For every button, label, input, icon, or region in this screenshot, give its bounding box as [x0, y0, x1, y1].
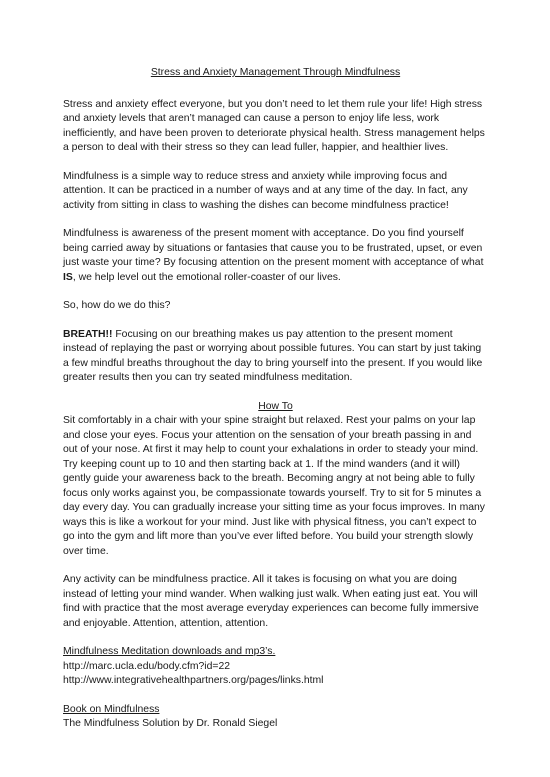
download-link[interactable]: http://www.integrativehealthpartners.org/pages/links.html [63, 675, 324, 686]
howto-heading: How To [258, 400, 293, 412]
question-paragraph: So, how do we do this? [63, 300, 171, 311]
document-title: Stress and Anxiety Management Through Mindfulness [150, 67, 401, 78]
breath-paragraph [63, 328, 488, 386]
activity-paragraph: Any activity can be mindfulness practice. All it takes is focusing on what you are doing instead of letting your mind wander. When walking just walk. When eating just eat. You will find with practice that the most average everyday experiences can become fully immersive and enjoyable. Attention, attention, attention. [63, 574, 479, 629]
awareness-bold: IS [63, 271, 73, 283]
awareness-text-after: , we help level out the emotional roller-coaster of our lives. [72, 271, 341, 283]
downloads-heading: Mindfulness Meditation downloads and mp3’s. [63, 646, 276, 657]
breath-text: Focusing on our breathing makes us pay attention to the present moment instead of replaying the past or worrying about possible futures. You can start by just taking a few mindful breaths throughout the day to bring yourself into the present. If you would like greater results then you can try seated mindfulness meditation. [63, 328, 483, 383]
intro-paragraph: Stress and anxiety effect everyone, but you don’t need to let them rule your life! High stress and anxiety levels that aren’t managed can cause a person to enjoy life less, work inefficiently, and have been proven to deteriorate physical health. Stress management helps a person to deal with their stress so they can lead fuller, happier, and healthier lives. [63, 98, 485, 153]
book-title: The Mindfulness Solution by Dr. Ronald Siegel [63, 718, 278, 729]
howto-paragraph: Sit comfortably in a chair with your spine straight but relaxed. Rest your palms on your lap and close your eyes. Focus your attention on the sensation of your breath passing in and out of your nose. At first it may help to count your exhalations in order to steady your mind. Try keeping count up to 10 and then starting back at 1. If the mind wanders (and it will) gently guide your awareness back to the breath. Becoming angry at not being able to fully focus only works against you, be compassionate towards yourself. Try to sit for 5 minutes a day every day. You can gradually increase your sitting time as your focus improves. In many ways this is like a workout for your mind. Just like with physical fitness, you can’t expect to go into the gym and lift more than you’ve ever lifted before. You build your strength slowly over time. [63, 415, 485, 557]
awareness-paragraph [63, 227, 488, 285]
awareness-text-before: Mindfulness is awareness of the present moment with acceptance. Do you find yourself being carried away by situations or fantasies that cause you to be frustrated, upset, or even just waste your time? By focusing attention on the present moment with acceptance of what [63, 228, 484, 268]
mindfulness-paragraph: Mindfulness is a simple way to reduce stress and anxiety while improving focus and attention. It can be practiced in a number of ways and at any time of the day. In fact, any activity from sitting in class to washing the dishes can become mindfulness practice! [63, 170, 468, 211]
breath-bold: BREATH!! [63, 328, 113, 340]
download-link[interactable]: http://marc.ucla.edu/body.cfm?id=22 [63, 660, 231, 672]
document-page [63, 66, 488, 732]
book-heading: Book on Mindfulness [63, 703, 160, 715]
